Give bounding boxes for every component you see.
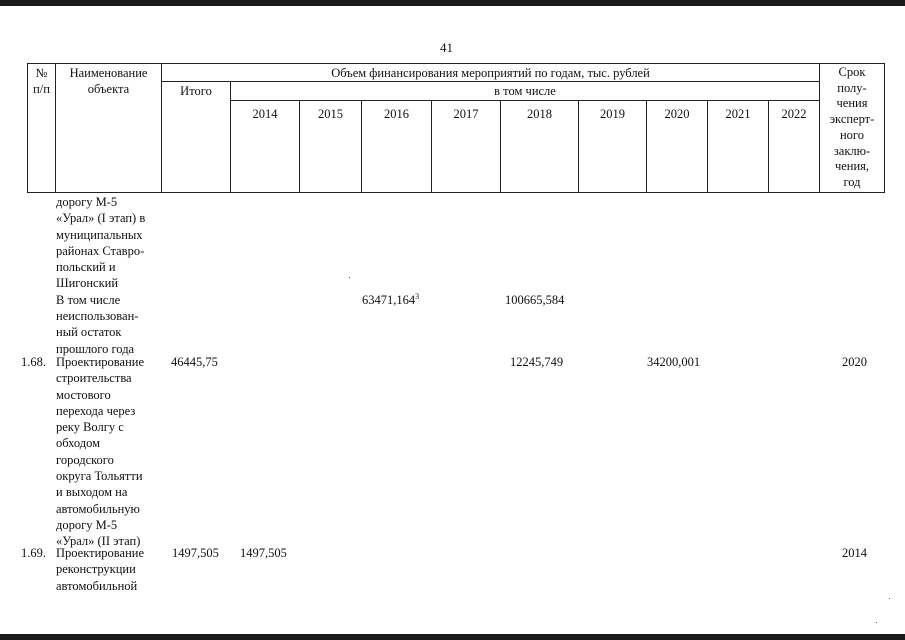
row-object-name: Проектирование реконструкции автомобильной [56,546,145,593]
header-year-2020: 2020 [664,107,690,121]
row-total: 1497,505 [172,546,219,560]
row-2018-value: 12245,749 [510,355,564,369]
bottom-border [0,634,905,640]
header-year-2016: 2016 [384,107,409,121]
row-number: 1.69. [21,546,46,560]
row-2014-value: 1497,505 [240,546,287,560]
header-year-2019: 2019 [600,107,625,121]
scan-speck [876,622,877,623]
header-year-2014: 2014 [252,107,278,121]
header-including: в том числе [494,84,556,98]
header-financing: Объем финансирования мероприятий по годам, тыс. рублей [331,66,650,80]
row-term: 2014 [842,546,867,560]
scan-speck [349,277,350,278]
header-year-2017: 2017 [453,107,479,121]
continuation-2016-value: 63471,164$^3$ [362,291,420,307]
page-number: 41 [440,40,453,55]
row-object-name: Проектирование строительства мостового перехода через реку Волгу с обходом городского округа Тольятти и выходом на автомобильную дорогу М-5 «Урал» (II этап) [56,355,145,549]
header-object-name: Наименование объекта [69,66,148,96]
continuation-2018-value: 100665,584 [505,293,565,307]
header-total: Итого [180,84,212,98]
header-year-2015: 2015 [318,107,343,121]
row-2020-value: 34200,001 [647,355,701,369]
header-number: № п/п [33,66,50,96]
header-term: Срок полу- чения эксперт- ного заклю- чения, год [829,65,875,189]
top-border [0,0,905,6]
header-year-2021: 2021 [725,107,751,121]
row-term: 2020 [842,355,867,369]
row-number: 1.68. [21,355,46,369]
header-year-2018: 2018 [527,107,552,121]
scan-speck [889,598,890,599]
header-year-2022: 2022 [781,107,807,121]
continuation-object-name: дорогу М-5 «Урал» (I этап) в муниципальных районах Ставро- польский и Шигонский В том числе неиспользован- ный остаток прошлого года [56,195,146,356]
row-total: 46445,75 [171,355,218,369]
